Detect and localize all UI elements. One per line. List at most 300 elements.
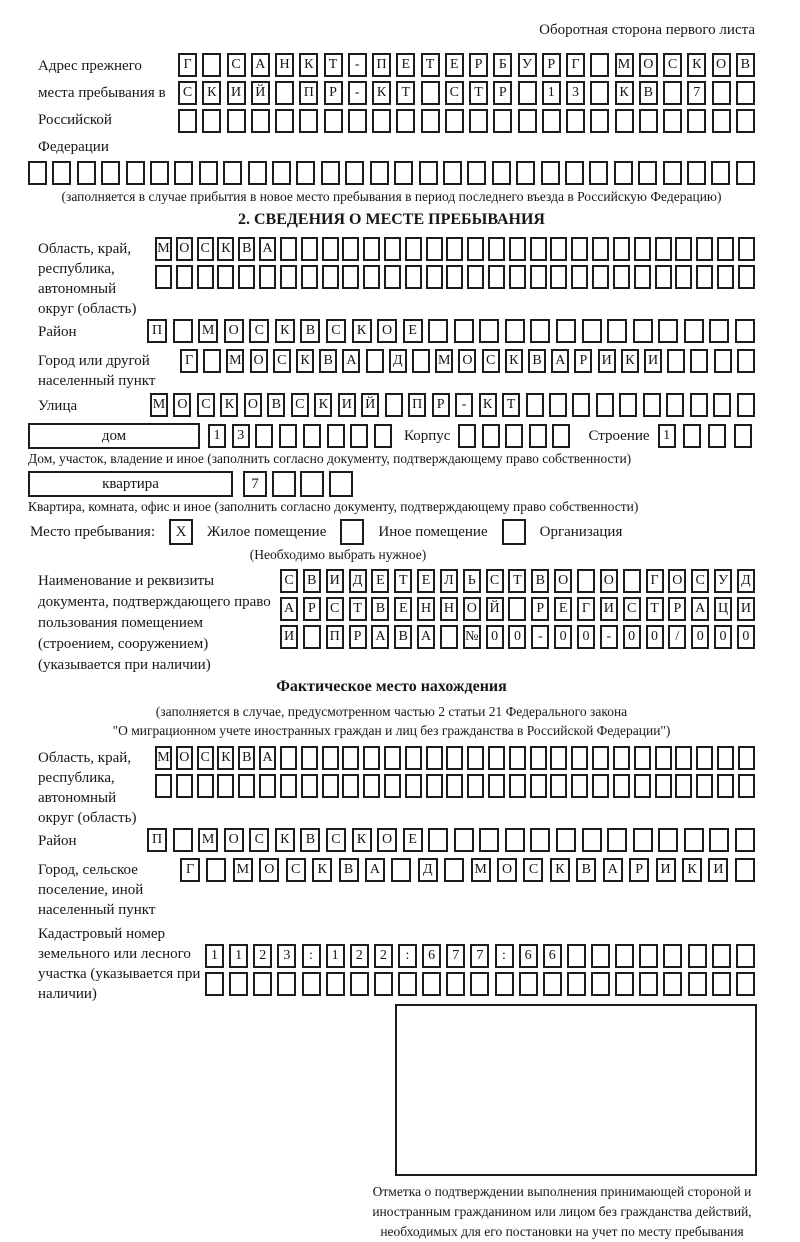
char-box[interactable]	[405, 774, 422, 798]
char-box[interactable]	[329, 471, 353, 497]
char-box[interactable]: 1	[208, 424, 226, 448]
char-box[interactable]	[280, 237, 297, 261]
char-box[interactable]: О	[259, 858, 279, 882]
char-box[interactable]	[176, 774, 193, 798]
char-box[interactable]	[658, 319, 678, 343]
char-box[interactable]	[206, 858, 226, 882]
char-box[interactable]	[446, 237, 463, 261]
char-box[interactable]: О	[463, 597, 481, 621]
char-box[interactable]: Ц	[714, 597, 732, 621]
char-box[interactable]: В	[238, 237, 255, 261]
char-box[interactable]	[301, 265, 318, 289]
char-box[interactable]: Т	[502, 393, 520, 417]
char-box[interactable]	[370, 161, 389, 185]
char-box[interactable]	[734, 424, 752, 448]
char-box[interactable]	[488, 265, 505, 289]
char-box[interactable]	[633, 828, 653, 852]
char-box[interactable]	[543, 972, 562, 996]
char-box[interactable]	[363, 265, 380, 289]
char-box[interactable]	[238, 265, 255, 289]
char-box[interactable]	[384, 265, 401, 289]
char-box[interactable]	[280, 746, 297, 770]
char-box[interactable]	[155, 774, 172, 798]
char-box[interactable]	[197, 265, 214, 289]
char-box[interactable]	[712, 972, 731, 996]
char-box[interactable]	[470, 972, 489, 996]
char-box[interactable]	[696, 265, 713, 289]
char-box[interactable]: 0	[691, 625, 709, 649]
char-box[interactable]: К	[217, 746, 234, 770]
char-box[interactable]: К	[505, 349, 523, 373]
char-box[interactable]: О	[600, 569, 618, 593]
char-box[interactable]	[300, 471, 324, 497]
char-box[interactable]	[530, 237, 547, 261]
char-box[interactable]	[28, 161, 47, 185]
char-box[interactable]: -	[455, 393, 473, 417]
char-box[interactable]	[530, 774, 547, 798]
char-box[interactable]: Г	[646, 569, 664, 593]
char-box[interactable]	[712, 81, 731, 105]
char-box[interactable]: Д	[737, 569, 755, 593]
char-box[interactable]	[324, 109, 343, 133]
char-box[interactable]	[280, 774, 297, 798]
char-box[interactable]	[518, 109, 537, 133]
char-box[interactable]	[688, 972, 707, 996]
char-box[interactable]	[509, 774, 526, 798]
char-box[interactable]	[696, 237, 713, 261]
char-box[interactable]	[492, 161, 511, 185]
char-box[interactable]	[690, 393, 708, 417]
char-box[interactable]: И	[227, 81, 246, 105]
char-box[interactable]	[737, 393, 755, 417]
char-box[interactable]	[738, 265, 755, 289]
char-box[interactable]	[615, 972, 634, 996]
char-box[interactable]	[322, 237, 339, 261]
char-box[interactable]: У	[714, 569, 732, 593]
char-box[interactable]: М	[233, 858, 253, 882]
char-box[interactable]	[488, 746, 505, 770]
char-box[interactable]	[735, 319, 755, 343]
checkbox-organization[interactable]	[502, 519, 526, 545]
char-box[interactable]: Т	[394, 569, 412, 593]
char-box[interactable]	[571, 774, 588, 798]
char-box[interactable]: -	[600, 625, 618, 649]
char-box[interactable]	[302, 972, 321, 996]
char-box[interactable]: С	[623, 597, 641, 621]
char-box[interactable]	[421, 109, 440, 133]
char-box[interactable]: 0	[737, 625, 755, 649]
char-box[interactable]: О	[668, 569, 686, 593]
char-box[interactable]: Т	[421, 53, 440, 77]
char-box[interactable]	[663, 972, 682, 996]
char-box[interactable]: 7	[243, 471, 267, 497]
char-box[interactable]	[505, 319, 525, 343]
char-box[interactable]: Е	[394, 597, 412, 621]
char-box[interactable]	[663, 944, 682, 968]
char-box[interactable]	[467, 746, 484, 770]
char-box[interactable]	[683, 424, 701, 448]
char-box[interactable]: П	[372, 53, 391, 77]
char-box[interactable]: Н	[275, 53, 294, 77]
char-box[interactable]: Р	[574, 349, 592, 373]
char-box[interactable]	[440, 625, 458, 649]
char-box[interactable]: /	[668, 625, 686, 649]
char-box[interactable]	[717, 774, 734, 798]
char-box[interactable]	[541, 161, 560, 185]
char-box[interactable]	[384, 237, 401, 261]
char-box[interactable]: О	[176, 237, 193, 261]
char-box[interactable]	[446, 972, 465, 996]
char-box[interactable]: В	[300, 319, 320, 343]
char-box[interactable]	[202, 109, 221, 133]
char-box[interactable]: Н	[440, 597, 458, 621]
char-box[interactable]	[663, 109, 682, 133]
char-box[interactable]	[550, 237, 567, 261]
char-box[interactable]	[567, 972, 586, 996]
char-box[interactable]: Р	[432, 393, 450, 417]
char-box[interactable]	[275, 81, 294, 105]
char-box[interactable]	[530, 265, 547, 289]
char-box[interactable]: Е	[371, 569, 389, 593]
char-box[interactable]: И	[280, 625, 298, 649]
char-box[interactable]	[412, 349, 430, 373]
char-box[interactable]: 0	[714, 625, 732, 649]
char-box[interactable]	[530, 828, 550, 852]
char-box[interactable]	[530, 746, 547, 770]
char-box[interactable]: 3	[232, 424, 250, 448]
char-box[interactable]: М	[226, 349, 244, 373]
char-box[interactable]: К	[682, 858, 702, 882]
char-box[interactable]	[385, 393, 403, 417]
char-box[interactable]	[655, 746, 672, 770]
char-box[interactable]: К	[217, 237, 234, 261]
char-box[interactable]: Д	[418, 858, 438, 882]
char-box[interactable]	[675, 746, 692, 770]
char-box[interactable]	[550, 265, 567, 289]
char-box[interactable]	[591, 944, 610, 968]
char-box[interactable]: А	[551, 349, 569, 373]
char-box[interactable]	[197, 774, 214, 798]
char-box[interactable]	[667, 349, 685, 373]
char-box[interactable]: К	[372, 81, 391, 105]
char-box[interactable]	[259, 265, 276, 289]
char-box[interactable]	[391, 858, 411, 882]
char-box[interactable]	[479, 828, 499, 852]
char-box[interactable]	[542, 109, 561, 133]
char-box[interactable]: Т	[469, 81, 488, 105]
char-box[interactable]: Р	[324, 81, 343, 105]
char-box[interactable]	[363, 774, 380, 798]
char-box[interactable]	[445, 109, 464, 133]
char-box[interactable]: :	[398, 944, 417, 968]
char-box[interactable]: С	[663, 53, 682, 77]
char-box[interactable]: 6	[422, 944, 441, 968]
char-box[interactable]: С	[445, 81, 464, 105]
char-box[interactable]	[571, 265, 588, 289]
char-box[interactable]	[675, 237, 692, 261]
char-box[interactable]: Г	[566, 53, 585, 77]
char-box[interactable]	[688, 944, 707, 968]
char-box[interactable]: Д	[389, 349, 407, 373]
char-box[interactable]: 0	[486, 625, 504, 649]
char-box[interactable]: А	[371, 625, 389, 649]
char-box[interactable]	[613, 237, 630, 261]
char-box[interactable]	[596, 393, 614, 417]
char-box[interactable]	[614, 161, 633, 185]
char-box[interactable]	[509, 746, 526, 770]
char-box[interactable]: Т	[396, 81, 415, 105]
char-box[interactable]	[444, 858, 464, 882]
char-box[interactable]: Ь	[463, 569, 481, 593]
char-box[interactable]: 1	[658, 424, 676, 448]
char-box[interactable]	[552, 424, 570, 448]
char-box[interactable]	[173, 828, 193, 852]
char-box[interactable]	[634, 237, 651, 261]
char-box[interactable]	[446, 265, 463, 289]
char-box[interactable]: К	[299, 53, 318, 77]
char-box[interactable]	[709, 319, 729, 343]
char-box[interactable]	[384, 746, 401, 770]
char-box[interactable]	[509, 265, 526, 289]
char-box[interactable]: К	[220, 393, 238, 417]
char-box[interactable]: В	[300, 828, 320, 852]
char-box[interactable]: П	[147, 828, 167, 852]
char-box[interactable]: К	[275, 828, 295, 852]
char-box[interactable]	[582, 319, 602, 343]
char-box[interactable]	[717, 265, 734, 289]
char-box[interactable]	[203, 349, 221, 373]
char-box[interactable]: К	[621, 349, 639, 373]
char-box[interactable]	[301, 746, 318, 770]
char-box[interactable]	[508, 597, 526, 621]
char-box[interactable]: О	[497, 858, 517, 882]
char-box[interactable]	[717, 746, 734, 770]
char-box[interactable]: :	[495, 944, 514, 968]
char-box[interactable]	[248, 161, 267, 185]
char-box[interactable]: С	[326, 319, 346, 343]
char-box[interactable]: М	[471, 858, 491, 882]
char-box[interactable]	[655, 265, 672, 289]
char-box[interactable]	[675, 774, 692, 798]
char-box[interactable]	[296, 161, 315, 185]
char-box[interactable]: С	[691, 569, 709, 593]
char-box[interactable]: 0	[554, 625, 572, 649]
char-box[interactable]: М	[150, 393, 168, 417]
char-box[interactable]	[272, 161, 291, 185]
char-box[interactable]: О	[458, 349, 476, 373]
char-box[interactable]: С	[178, 81, 197, 105]
char-box[interactable]	[426, 746, 443, 770]
char-box[interactable]: С	[197, 393, 215, 417]
char-box[interactable]: А	[259, 746, 276, 770]
char-box[interactable]	[550, 774, 567, 798]
char-box[interactable]: Е	[403, 319, 423, 343]
char-box[interactable]: 7	[687, 81, 706, 105]
char-box[interactable]: Т	[646, 597, 664, 621]
char-box[interactable]	[589, 161, 608, 185]
char-box[interactable]	[607, 828, 627, 852]
char-box[interactable]: Р	[469, 53, 488, 77]
char-box[interactable]	[363, 746, 380, 770]
char-box[interactable]	[505, 828, 525, 852]
char-box[interactable]: 0	[508, 625, 526, 649]
char-box[interactable]: И	[326, 569, 344, 593]
char-box[interactable]	[684, 828, 704, 852]
char-box[interactable]: О	[377, 319, 397, 343]
char-box[interactable]: 2	[350, 944, 369, 968]
char-box[interactable]	[101, 161, 120, 185]
char-box[interactable]: С	[326, 828, 346, 852]
char-box[interactable]	[638, 161, 657, 185]
char-box[interactable]	[301, 237, 318, 261]
char-box[interactable]	[372, 109, 391, 133]
char-box[interactable]: 6	[519, 944, 538, 968]
char-box[interactable]	[619, 393, 637, 417]
char-box[interactable]	[426, 237, 443, 261]
char-box[interactable]	[251, 109, 270, 133]
checkbox-residential[interactable]: X	[169, 519, 193, 545]
char-box[interactable]	[687, 109, 706, 133]
char-box[interactable]	[736, 972, 755, 996]
char-box[interactable]	[405, 746, 422, 770]
char-box[interactable]	[488, 774, 505, 798]
char-box[interactable]	[709, 828, 729, 852]
char-box[interactable]	[321, 161, 340, 185]
char-box[interactable]	[327, 424, 345, 448]
char-box[interactable]	[421, 81, 440, 105]
char-box[interactable]	[592, 237, 609, 261]
char-box[interactable]	[519, 972, 538, 996]
char-box[interactable]	[350, 424, 368, 448]
char-box[interactable]: К	[352, 319, 372, 343]
char-box[interactable]	[712, 944, 731, 968]
char-box[interactable]: К	[312, 858, 332, 882]
char-box[interactable]	[467, 774, 484, 798]
char-box[interactable]	[590, 53, 609, 77]
char-box[interactable]: Б	[493, 53, 512, 77]
char-box[interactable]	[658, 828, 678, 852]
char-box[interactable]: М	[155, 237, 172, 261]
char-box[interactable]	[655, 774, 672, 798]
char-box[interactable]: М	[198, 319, 218, 343]
char-box[interactable]: Р	[303, 597, 321, 621]
char-box[interactable]	[690, 349, 708, 373]
char-box[interactable]	[556, 319, 576, 343]
char-box[interactable]	[458, 424, 476, 448]
char-box[interactable]: -	[531, 625, 549, 649]
char-box[interactable]: М	[615, 53, 634, 77]
char-box[interactable]: К	[314, 393, 332, 417]
char-box[interactable]: 1	[326, 944, 345, 968]
char-box[interactable]: И	[600, 597, 618, 621]
char-box[interactable]: С	[197, 237, 214, 261]
char-box[interactable]	[150, 161, 169, 185]
char-box[interactable]	[613, 265, 630, 289]
char-box[interactable]: С	[227, 53, 246, 77]
char-box[interactable]	[565, 161, 584, 185]
char-box[interactable]	[675, 265, 692, 289]
char-box[interactable]	[639, 972, 658, 996]
char-box[interactable]	[277, 972, 296, 996]
char-box[interactable]: О	[224, 319, 244, 343]
char-box[interactable]: В	[303, 569, 321, 593]
char-box[interactable]: 2	[374, 944, 393, 968]
char-box[interactable]: П	[147, 319, 167, 343]
char-box[interactable]: И	[598, 349, 616, 373]
char-box[interactable]: С	[486, 569, 504, 593]
char-box[interactable]	[428, 828, 448, 852]
char-box[interactable]	[229, 972, 248, 996]
char-box[interactable]	[634, 746, 651, 770]
char-box[interactable]: В	[238, 746, 255, 770]
char-box[interactable]	[738, 774, 755, 798]
char-box[interactable]: П	[326, 625, 344, 649]
char-box[interactable]	[303, 625, 321, 649]
char-box[interactable]: О	[173, 393, 191, 417]
char-box[interactable]	[217, 774, 234, 798]
char-box[interactable]	[643, 393, 661, 417]
char-box[interactable]	[217, 265, 234, 289]
char-box[interactable]	[326, 972, 345, 996]
char-box[interactable]	[363, 237, 380, 261]
char-box[interactable]: М	[198, 828, 218, 852]
char-box[interactable]	[259, 774, 276, 798]
char-box[interactable]	[155, 265, 172, 289]
char-box[interactable]	[736, 944, 755, 968]
char-box[interactable]: П	[408, 393, 426, 417]
char-box[interactable]	[303, 424, 321, 448]
char-box[interactable]: Р	[349, 625, 367, 649]
char-box[interactable]	[714, 349, 732, 373]
char-box[interactable]: С	[273, 349, 291, 373]
char-box[interactable]: 0	[623, 625, 641, 649]
char-box[interactable]	[613, 746, 630, 770]
char-box[interactable]: -	[348, 53, 367, 77]
char-box[interactable]: И	[656, 858, 676, 882]
char-box[interactable]	[567, 944, 586, 968]
char-box[interactable]	[572, 393, 590, 417]
char-box[interactable]: С	[197, 746, 214, 770]
char-box[interactable]	[696, 746, 713, 770]
char-box[interactable]	[272, 471, 296, 497]
char-box[interactable]: 1	[205, 944, 224, 968]
char-box[interactable]: В	[267, 393, 285, 417]
char-box[interactable]: А	[691, 597, 709, 621]
char-box[interactable]	[711, 161, 730, 185]
char-box[interactable]	[322, 774, 339, 798]
char-box[interactable]: С	[482, 349, 500, 373]
char-box[interactable]	[607, 319, 627, 343]
char-box[interactable]	[280, 265, 297, 289]
char-box[interactable]: У	[518, 53, 537, 77]
char-box[interactable]: К	[687, 53, 706, 77]
char-box[interactable]	[590, 81, 609, 105]
char-box[interactable]: 2	[253, 944, 272, 968]
char-box[interactable]: 3	[566, 81, 585, 105]
char-box[interactable]	[394, 161, 413, 185]
char-box[interactable]	[205, 972, 224, 996]
char-box[interactable]: А	[417, 625, 435, 649]
char-box[interactable]	[345, 161, 364, 185]
char-box[interactable]	[549, 393, 567, 417]
char-box[interactable]	[684, 319, 704, 343]
char-box[interactable]: П	[299, 81, 318, 105]
char-box[interactable]: И	[338, 393, 356, 417]
char-box[interactable]: Д	[349, 569, 367, 593]
char-box[interactable]: Е	[403, 828, 423, 852]
char-box[interactable]	[655, 237, 672, 261]
char-box[interactable]	[639, 109, 658, 133]
